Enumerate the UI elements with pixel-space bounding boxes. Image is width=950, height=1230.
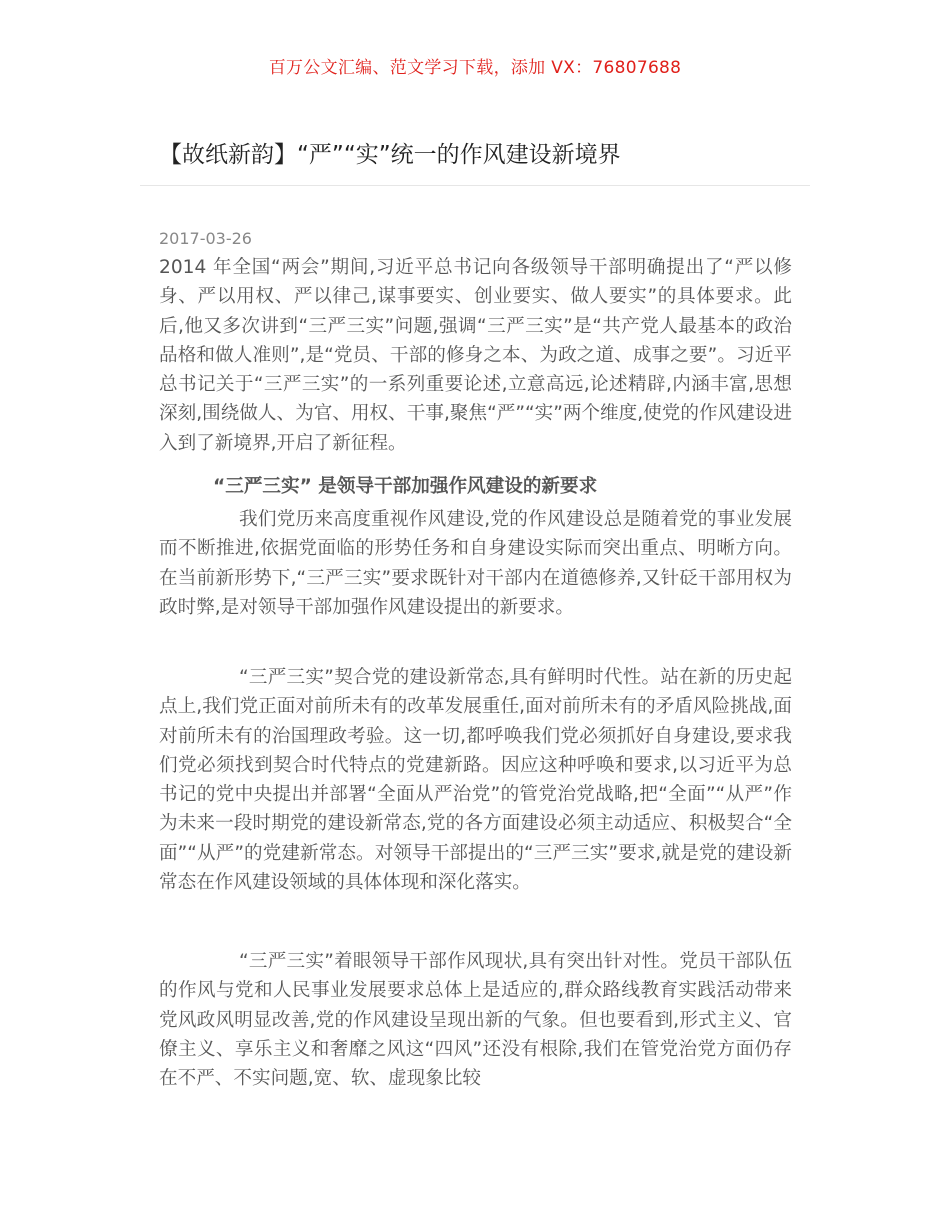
publish-date: 2017-03-26 (159, 229, 252, 248)
title-divider (140, 185, 810, 186)
intro-paragraph: 2014 年全国“两会”期间,习近平总书记向各级领导干部明确提出了“严以修身、严以用权、严以律己,谋事要实、创业要实、做人要实”的具体要求。此后,他又多次讲到“三严三实”问题,强调“三严三实”是“共产党人最基本的政治品格和做人准则”,是“党员、干部的修身之本、为政之道、成事之要”。习近平总书记关于“三严三实”的一系列重要论述,立意高远,论述精辟,内涵丰富,思想深刻,围绕做人、为官、用权、干事,聚焦“严”“实”两个维度,使党的作风建设进入到了新境界,开启了新征程。 (159, 257, 792, 454)
body-paragraph-2: “三严三实”契合党的建设新常态,具有鲜明时代性。站在新的历史起点上,我们党正面对前所未有的改革发展重任,面对前所未有的矛盾风险挑战,面对前所未有的治国理政考验。这一切,都呼唤我们党必须抓好自身建设,要求我们党必须找到契合时代特点的党建新路。因应这种呼唤和要求,以习近平为总书记的党中央提出并部署“全面从严治党”的管党治党战略,把“全面”“从严”作为未来一段时期党的建设新常态,党的各方面建设必须主动适应、积极契合“全面”“从严”的党建新常态。对领导干部提出的“三严三实”要求,就是党的建设新常态在作风建设领域的具体体现和深化落实。 (159, 667, 792, 894)
section-heading: “三严三实” 是领导干部加强作风建设的新要求 (213, 476, 598, 497)
promo-banner: 百万公文汇编、范文学习下载，添加 VX：76807688 (268, 58, 682, 78)
body-paragraph-1: 我们党历来高度重视作风建设,党的作风建设总是随着党的事业发展而不断推进,依据党面临的形势任务和自身建设实际而突出重点、明晰方向。在当前新形势下,“三严三实”要求既针对干部内在道德修养,又针砭干部用权为政时弊,是对领导干部加强作风建设提出的新要求。 (159, 509, 792, 618)
body-paragraph-3: “三严三实”着眼领导干部作风现状,具有突出针对性。党员干部队伍的作风与党和人民事业发展要求总体上是适应的,群众路线教育实践活动带来党风政风明显改善,党的作风建设呈现出新的气象。但也要看到,形式主义、官僚主义、享乐主义和奢靡之风这“四风”还没有根除,我们在管党治党方面仍存在不严、不实问题,宽、软、虚现象比较 (159, 951, 792, 1090)
article-title: 【故纸新韵】“严”“实”统一的作风建设新境界 (159, 142, 621, 168)
